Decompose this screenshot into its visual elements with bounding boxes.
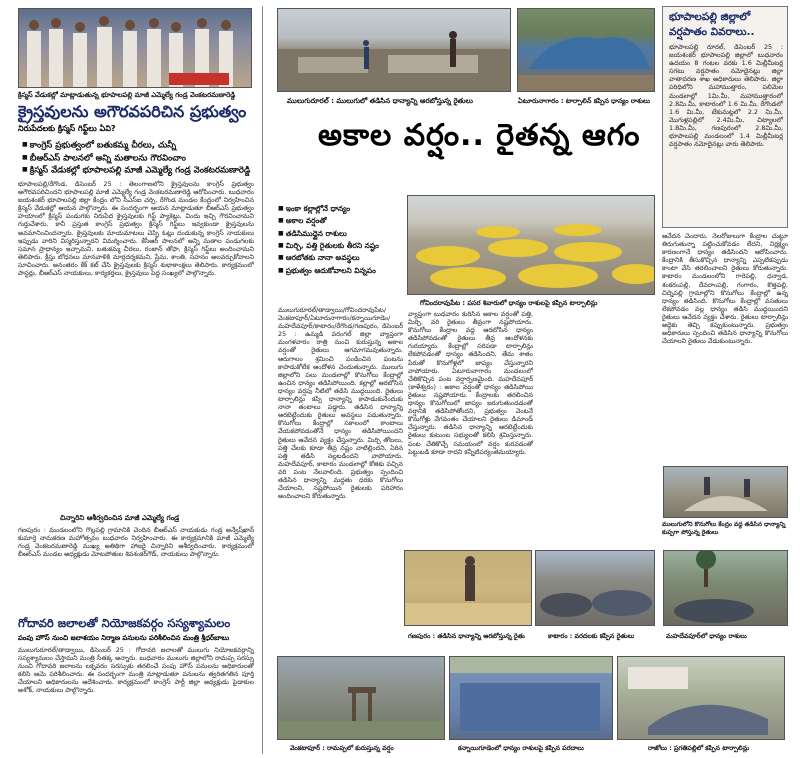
covered-grain-village-photo: [617, 656, 785, 740]
field-illustration: [278, 9, 511, 92]
bullet-list: [22, 139, 258, 177]
article-body: ఆవేదన చెందారు. నెలరోజులుగా కేంద్రాల చుట్టూ తిరుగుతున్నా పట్టించుకోవడం లేదని, నిర్లక్ష్యం కారణంగానే ధాన్యం తడిసిందని ఆరోపించారు. కేంద్రానికి తీసుకొచ్చిన ధాన్యాన్ని ఎప్పటికప్పుడు కాంటా వేసి తరలించాలని రైతులు కోరుతున్నారు. కాటారం మండలంలోని గారెపల్లి, ధన్వాడ, శంకరంపల్లి, దేవరాంపల్లి, గంగారం, కొత్తపల్లి, చిద్నెపల్లి గ్రామాల్లోని కొనుగోలు కేంద్రాల్లో ఉన్న ధాన్యం తడిసింది. కొనుగోలు కేంద్రాల్లో వసతులు లేకపోవడం వల్ల ధాన్యం తడిసి ముద్దయిందని రైతులు ఆవేదన వ్యక్తం చేశారు. రైతులు టార్పాలిన్లు అద్దెకు తెచ్చి కప్పుకుంటున్నారు. ప్రభుత్వం అధికారులు స్పందించి తడిసిన ధాన్యాన్ని కొనుగోలు చేయాలని రైతులు వేడుకుంటున్నారు.: [662, 232, 788, 346]
highlight-bullets: [278, 203, 408, 277]
photo-caption: గణపురం : తడిసిన ధాన్యాన్ని ఆరబోస్తున్న రైతు: [408, 632, 525, 640]
bullet-item: ■ ఇంకా కల్లాల్లోనే ధాన్యం: [278, 203, 408, 215]
headline: గోదావరి జలాలతో నియోజకవర్గం సస్యశ్యామలం: [18, 616, 231, 630]
market-drying-photo: [663, 466, 788, 518]
bullet-item: ■ అకాల వర్షంతో: [278, 215, 408, 227]
farmer-illustration: [405, 551, 532, 626]
article-body: గణపురం : మండలంలోని గొల్లపల్లి గ్రామానికి చెందిన బీఆర్ఎస్ నాయకుడు గండ్ర అన్వేష్‌ఖాన్ కుమార్తె నామకరణ మహోత్సవం బుధవారం నిర్వహించారు. ఈ కార్యక్రమానికి మాజీ ఎమ్మెల్యే గండ్ర వెంకటరమణారెడ్డి ముఖ్య అతిథిగా హాజరై చిన్నారిని ఆశీర్వదించారు. కార్యక్రమంలో బీఆర్ఎస్ మండల అధ్యక్షుడు మోటపోతుల శివశంకర్‌గౌడ్, నాయకులు పాల్గొన్నారు.: [18, 526, 254, 559]
bullet-item: ■ క్రిస్మస్ వేడుకల్లో భూపాలపల్లి మాజీ ఎమ్మెల్యే గండ్ర వెంకటరమణారెడ్డి: [22, 164, 258, 177]
rainfall-box: [662, 6, 788, 228]
photo-caption: మహదేవపూర్‌లో ధాన్యం రాశులు: [666, 632, 747, 640]
tarp-field-illustration: [450, 657, 613, 740]
article-body: ములుగురూరల్/తాడ్వాయి/గోవిందరావుపేట/వెంకటాపూర్/ఏటూరునాగారం/కన్నాయిగూడెం/మహదేవపూర్/కాటారం/రేగొండ/గణపురం, డిసెంబర్ 25 : ఉమ్మడి వరంగల్ జిల్లా వ్యాప్తంగా మంగళవారం రాత్రి నుంచి కురుస్తున్న అకాల వర్షంతో రైతులు ఆగమాగమవుతున్నారు. ఆరుగాలం శ్రమించి పండించిన పంటను కాపాడుకోలేక ఆందోళన చెందుతున్నారు. ములుగు జిల్లాలోని పలు మండలాల్లో కొనుగోలు కేంద్రాల్లో ఉంచిన ధాన్యం తడిసిపోయింది. కల్లాల్లో ఆరబోసిన ధాన్యం వర్షపు నీటిలో తడిసి ముద్దయింది. రైతులు టార్పాలిన్లు కప్పి ధాన్యాన్ని కాపాడుకునేందుకు నానా తంటాలు పడ్డారు. తడిసిన ధాన్యాన్ని ఆరబెట్టేందుకు రైతులు అవస్థలు పడుతున్నారు. కొనుగోలు కేంద్రాల్లో సకాలంలో కాంటాలు వేయకపోవడంతోనే ధాన్యం తడిసిపోయిందని రైతులు ఆవేదన వ్యక్తం చేస్తున్నారు. మిర్చి తోటలు, పత్తి చేలకు కూడా తీవ్ర నష్టం వాటిల్లిందని, ఏరిన పత్తి తడిసి నల్లబడిందని వాపోయారు. మహదేవపూర్, కాటారం మండలాల్లో కోతకు వచ్చిన వరి పంట నేలవాలింది. ప్రభుత్వం స్పందించి తడిసిన ధాన్యాన్ని మద్దతు ధరకు కొనుగోలు చేయాలని, నష్టపోయిన రైతులకు పరిహారం అందించాలని కోరుతున్నారు.: [278, 306, 403, 501]
photo-caption: క్రిస్మస్ వేడుకల్లో మాట్లాడుతున్న భూపాలపల్లి మాజీ ఎమ్మెల్యే గండ్ర వెంకటరమణారెడ్డి: [18, 91, 236, 99]
farmer-drying-photo: [404, 550, 532, 626]
bullet-item: ■ బీఆర్ఎస్ పాలనలో అన్ని మతాలను గౌరవించాం: [22, 152, 258, 165]
photo-caption: చిన్నారిని ఆశీర్వదించిన మాజీ ఎమ్మెల్యే గండ్ర: [60, 514, 180, 522]
box-headline: వర్షపాతం వివరాలు..: [669, 26, 755, 38]
yellow-tarps-photo: [407, 195, 655, 295]
headline: క్రైస్తవులను అగౌరవపరిచిన ప్రభుత్వం: [18, 102, 247, 121]
pavilion-illustration: [278, 657, 445, 740]
photo-caption: ములుగులోని కొనుగోలు కేంద్రం వద్ద తడిసిన ధాన్యాన్ని కుప్పగా పోస్తున్న రైతులు: [662, 521, 786, 536]
photo-caption: కాటారం : వరదలకు కప్పిన రైతులు: [548, 632, 635, 640]
photo-caption: వెంకటాపూర్ : రామప్పలో కురుస్తున్న వర్షం: [290, 744, 394, 752]
photo-caption: ములుగురూరల్ : ములుగులో తడిసిన ధాన్యాన్ని ఆరబోస్తున్న రైతులు: [287, 97, 473, 105]
article-body: భూపాలపల్లి/రేగొండ, డిసెంబర్ 25 : తెలంగాణలోని క్రైస్తవులను కాంగ్రెస్ ప్రభుత్వం అగౌరవపరిచిందని భూపాలపల్లి మాజీ ఎమ్మెల్యే గండ్ర వెంకటరమణారెడ్డి ఆరోపించారు. బుధవారం జయశంకర్ భూపాలపల్లి జిల్లా కేంద్రం లోని సీఎస్ఐ చర్చి, రేగొండ మండల కేంద్రంలో నిర్వహించిన క్రిస్మస్ వేడుకల్లో ఆయన పాల్గొన్నారు. ఈ సందర్భంగా ఆయన మాట్లాడుతూ బీఆర్ఎస్ ప్రభుత్వం హయాంలో క్రిస్మస్ పండుగకు నిరుపేద క్రైస్తవులకు గిఫ్ట్ ప్యాకెట్లు, విందు ఇచ్చి గౌరవించామని గుర్తుచేశారు. కానీ ప్రస్తుత కాంగ్రెస్ ప్రభుత్వం క్రిస్మస్ గిఫ్ట్‌లు ఇవ్వకుండా క్రైస్తవులను అవమానించిందన్నారు. క్రైస్తవులకు మాయమాటలు చెప్పి ఓట్లు దండుకున్న కాంగ్రెస్ నాయకులు ఇప్పుడు వారిని విస్మరిస్తున్నారని విమర్శించారు. కేసీఆర్ పాలనలో అన్ని మతాల పండుగలకు సమాన ప్రాధాన్యం ఇచ్చామని, బతుకమ్మ చీరలు, రంజాన్ తోఫా, క్రిస్మస్ గిఫ్ట్‌లు అందించామని తెలిపారు. క్రీస్తు బోధనలు మానవాళికి మార్గదర్శకమని, ప్రేమ, శాంతి, సహనం అలవర్చుకోవాలని సూచించారు. అనంతరం కేక్ కట్ చేసి క్రైస్తవులకు క్రిస్మస్ శుభాకాంక్షలు తెలిపారు. కార్యక్రమంలో పాస్టర్లు, బీఆర్ఎస్ నాయకులు, కార్యకర్తలు, క్రైస్తవులు పెద్ద సంఖ్యలో పాల్గొన్నారు.: [18, 180, 254, 278]
photo-caption: రాజోలు : ప్రగతిపల్లిలో కప్పిన టార్పాలిన్లు: [648, 744, 750, 752]
article-body: ములుగురూరల్/తాడ్వాయి, డిసెంబర్ 25 : గోదావరి జలాలతో ములుగు నియోజకవర్గాన్ని సస్యశ్యామలం చేస్తామని మంత్రి సీతక్క అన్నారు. బుధవారం ములుగు జిల్లాలోని రామప్ప సరస్సు నుంచి గోదావరి జలాలను లక్నవరం సరస్సుకు తరలించే పంపు హౌస్ పనులను అధికారులతో కలిసి ఆమె పరిశీలించారు. ఈ సందర్భంగా మంత్రి మాట్లాడుతూ పనులను త్వరితగతిన పూర్తి చేయాలని అధికారులను ఆదేశించారు. కార్యక్రమంలో కాంగ్రెస్ పార్టీ జిల్లా అధ్యక్షుడు పైడాకుల అశోక్, నాయకులు పాల్గొన్నారు.: [18, 646, 254, 695]
photo-caption: గోవిందరావుపేట : పసర శివారులో ధాన్యం రాశులపై కప్పిన టార్పాలిన్లు: [420, 299, 598, 307]
tarp-illustration: [518, 9, 655, 92]
bullet-item: ■ ఆరబోతకు నానా అవస్థలు: [278, 252, 408, 264]
box-body: భూపాలపల్లి రూరల్, డిసెంబర్ 25 : జయశంకర్ భూపాలపల్లి జిల్లాలో బుధవారం ఉదయం 8 గంటల వరకు 1.6 మిల్లీమీటర్ల సగటు వర్షపాతం నమోదైనట్లు జిల్లా వాతావరణ శాఖ అధికారులు తెలిపారు. జిల్లా పరిధిలోని మహాముత్తారం, పలిమెల మండలాల్లో 1మి.మీ, మహాముత్తారంలో 2.8మి.మీ, కాటారంలో 1.6 మి.మీ, రేగొండలో 1.6 మి.మీ, టేకుమట్లలో 2.2 మి.మీ, మొగుళ్లపల్లిలో 2.4మి.మీ, చిట్యాలలో 1.8మి.మీ, గణపురంలో 2.8మి.మీ, భూపాలపల్లి మండలంలో 1.4 మిల్లీమీటర్ల వర్షపాతం నమోదైనట్లు వారు తెలిపారు.: [669, 43, 783, 149]
rain-at-ramappa-photo: [277, 656, 445, 740]
column-divider: [262, 6, 263, 754]
covered-grain-photo: [517, 8, 655, 92]
bullet-item: ■ తడిసిముద్దైన రాశులు: [278, 228, 408, 240]
trees-illustration: [664, 551, 788, 626]
bullet-item: ■ మిర్చి, పత్తి రైతులకు తీరని నష్టం: [278, 240, 408, 252]
subhead: పంపు హౌస్ నుంచి జలాశయం నిర్మాణ పనులను పరిశీలించిన మంత్రి శ్రీధర్‌బాబు: [18, 634, 230, 642]
mahadevpur-heaps-photo: [663, 550, 788, 626]
heaps-illustration: [536, 551, 655, 626]
photo-caption: ఏటూరునాగారం : టార్పాలిన్ కప్పిన ధాన్యం రాశులు: [518, 97, 650, 105]
blue-tarps-photo: [449, 656, 613, 740]
people-illustration: [19, 9, 252, 88]
main-headline: అకాల వర్షం.. రైతన్న ఆగం: [318, 118, 641, 153]
covered-heaps-photo: [535, 550, 655, 626]
article-body: వ్యాప్తంగా బుధవారం కురిసిన అకాల వర్షంతో పత్తి, మిర్చి, వరి రైతులు తీవ్రంగా నష్టపోయారు. కొనుగోలు కేంద్రాల వద్ద ఆరబోసిన ధాన్యం తడిసిపోవడంతో రైతులు తీవ్ర ఆందోళనకు గురయ్యారు. కేంద్రాల్లో సరిపడా టార్పాలిన్లు లేకపోవడంతో ధాన్యం తడిసిందని, తేమ శాతం పేరుతో కొనుగోళ్లలో జాప్యం చేస్తున్నారని వాపోయారు. ఏటూరునాగారం మండలంలో చేతికొచ్చిన పంట వర్షార్పణమైంది. మహదేవపూర్ (కాళేశ్వరం) : అకాల వర్షంతో ధాన్యం తడిసిపోయి రైతులు నష్టపోయారు. కేంద్రాలకు తరలించిన ధాన్యం కొనుగోలులో జాప్యం జరుగుతుండడంతో వర్షానికి తడిసిపోతోందని, ప్రభుత్వం వెంటనే కొనుగోళ్లు వేగవంతం చేయాలని రైతులు డిమాండ్ చేస్తున్నారు. తడిసిన ధాన్యాన్ని ఆరబెట్టేందుకు రైతులు కుటుంబ సభ్యులతో కలిసి శ్రమిస్తున్నారు. పంట చేతికొచ్చే సమయంలో వర్షం కురవడంతో పెట్టుబడి కూడా రాదని కన్నీటిపర్యంతమయ్యారు.: [408, 310, 533, 456]
photo-caption: కన్నాయిగూడెంలో ధాన్యం రాశులపై కప్పిన పరదాలు: [458, 744, 584, 752]
bullet-item: ■ కాంగ్రెస్ ప్రభుత్వంలో బతుకమ్మ చీరలు, చున్నీ: [22, 139, 258, 152]
box-headline: భూపాలపల్లి జిల్లాలో: [669, 11, 751, 23]
subhead: నిరుపేదలకు క్రిస్మస్ గిఫ్ట్‌లు ఏవి?: [18, 124, 116, 133]
christmas-event-photo: [18, 8, 252, 88]
drying-grain-photo: [277, 8, 511, 92]
village-illustration: [618, 657, 785, 740]
bullet-item: ■ ప్రభుత్వం ఆదుకోవాలని విన్నపం: [278, 265, 408, 277]
workers-illustration: [664, 467, 788, 518]
tarp-rows-illustration: [408, 196, 655, 295]
